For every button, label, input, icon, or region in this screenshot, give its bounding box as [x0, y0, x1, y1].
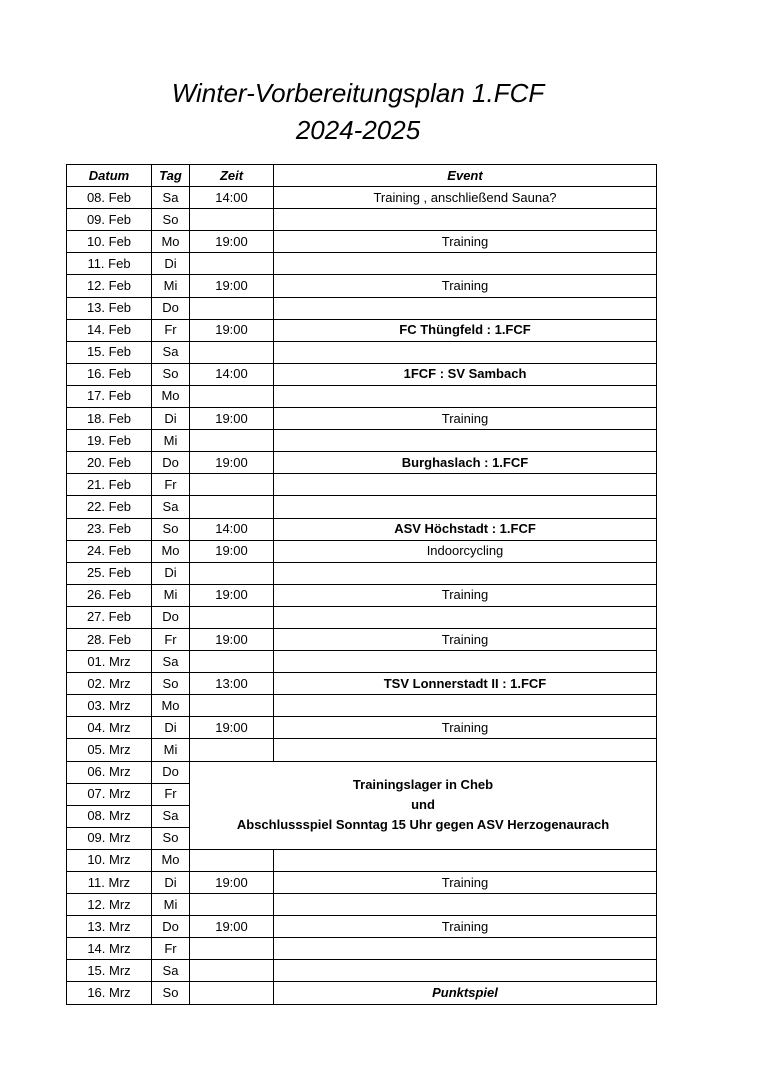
cell-datum: 13. Mrz [67, 916, 152, 938]
cell-event: TSV Lonnerstadt II : 1.FCF [274, 673, 657, 695]
table-row [67, 385, 657, 407]
cell-tag: Sa [152, 341, 190, 363]
cell-zeit: 19:00 [190, 408, 274, 430]
cell-event: Training [274, 717, 657, 739]
cell-datum: 28. Feb [67, 628, 152, 650]
cell-datum: 17. Feb [67, 385, 152, 407]
table-row [67, 363, 657, 385]
table-row [67, 319, 657, 341]
cell-datum: 13. Feb [67, 297, 152, 319]
cell-zeit [190, 982, 274, 1004]
cell-zeit [190, 606, 274, 628]
camp-line: Abschlussspiel Sonntag 15 Uhr gegen ASV Herzogenaurach [236, 817, 610, 833]
camp-line: Trainingslager in Cheb [352, 777, 494, 793]
cell-datum: 04. Mrz [67, 717, 152, 739]
cell-tag: Fr [152, 783, 190, 805]
table-row [67, 253, 657, 275]
cell-zeit [190, 297, 274, 319]
cell-event: Training [274, 231, 657, 253]
page-subtitle: 2024-2025 [295, 115, 421, 145]
schedule-table [66, 164, 657, 1005]
cell-tag: So [152, 982, 190, 1004]
cell-event [274, 960, 657, 982]
cell-training-camp [190, 761, 657, 849]
cell-tag: Mo [152, 540, 190, 562]
table-row [67, 209, 657, 231]
cell-datum: 03. Mrz [67, 695, 152, 717]
table-row [67, 960, 657, 982]
cell-tag: Sa [152, 651, 190, 673]
table-row [67, 849, 657, 871]
cell-tag: Di [152, 408, 190, 430]
table-row [67, 651, 657, 673]
cell-zeit: 19:00 [190, 717, 274, 739]
cell-zeit: 19:00 [190, 872, 274, 894]
cell-zeit: 19:00 [190, 916, 274, 938]
cell-datum: 09. Feb [67, 209, 152, 231]
cell-zeit: 14:00 [190, 518, 274, 540]
table-row [67, 584, 657, 606]
table-row [67, 606, 657, 628]
col-header-zeit: Zeit [190, 165, 274, 187]
cell-tag: Do [152, 297, 190, 319]
cell-tag: Mi [152, 894, 190, 916]
cell-datum: 10. Feb [67, 231, 152, 253]
cell-datum: 06. Mrz [67, 761, 152, 783]
cell-event [274, 562, 657, 584]
cell-zeit: 14:00 [190, 187, 274, 209]
cell-zeit: 19:00 [190, 231, 274, 253]
cell-event: Training , anschließend Sauna? [274, 187, 657, 209]
cell-datum: 14. Feb [67, 319, 152, 341]
table-row [67, 452, 657, 474]
cell-tag: So [152, 827, 190, 849]
page-title: Winter-Vorbereitungsplan 1.FCF [171, 78, 545, 108]
cell-zeit: 19:00 [190, 319, 274, 341]
table-row [67, 540, 657, 562]
cell-datum: 24. Feb [67, 540, 152, 562]
table-row [67, 275, 657, 297]
cell-event [274, 606, 657, 628]
cell-tag: Do [152, 916, 190, 938]
cell-datum: 12. Feb [67, 275, 152, 297]
cell-datum: 15. Feb [67, 341, 152, 363]
camp-line: und [411, 797, 435, 813]
cell-tag: So [152, 673, 190, 695]
table-row [67, 717, 657, 739]
cell-zeit: 19:00 [190, 584, 274, 606]
cell-tag: Do [152, 606, 190, 628]
cell-tag: Mi [152, 739, 190, 761]
cell-datum: 02. Mrz [67, 673, 152, 695]
cell-zeit [190, 385, 274, 407]
cell-datum: 22. Feb [67, 496, 152, 518]
table-header-row [67, 165, 657, 187]
cell-event [274, 297, 657, 319]
col-header-event: Event [274, 165, 657, 187]
table-row [67, 628, 657, 650]
cell-zeit [190, 938, 274, 960]
table-row [67, 496, 657, 518]
cell-datum: 26. Feb [67, 584, 152, 606]
cell-tag: So [152, 363, 190, 385]
table-row [67, 430, 657, 452]
cell-datum: 01. Mrz [67, 651, 152, 673]
cell-event: FC Thüngfeld : 1.FCF [274, 319, 657, 341]
cell-event [274, 253, 657, 275]
cell-tag: Di [152, 872, 190, 894]
cell-datum: 16. Mrz [67, 982, 152, 1004]
table-row [67, 231, 657, 253]
cell-tag: Fr [152, 628, 190, 650]
table-row [67, 562, 657, 584]
cell-event: Burghaslach : 1.FCF [274, 452, 657, 474]
cell-zeit [190, 430, 274, 452]
cell-tag: Mo [152, 231, 190, 253]
cell-event: Punktspiel [274, 982, 657, 1004]
cell-tag: Fr [152, 474, 190, 496]
col-header-datum: Datum [67, 165, 152, 187]
cell-zeit [190, 849, 274, 871]
table-body [67, 187, 657, 1004]
cell-event [274, 695, 657, 717]
cell-zeit [190, 253, 274, 275]
cell-tag: Mi [152, 430, 190, 452]
cell-zeit [190, 739, 274, 761]
cell-datum: 08. Mrz [67, 805, 152, 827]
cell-datum: 20. Feb [67, 452, 152, 474]
cell-event: Training [274, 408, 657, 430]
cell-datum: 25. Feb [67, 562, 152, 584]
cell-zeit [190, 651, 274, 673]
table-row [67, 673, 657, 695]
table-row [67, 938, 657, 960]
table-row [67, 916, 657, 938]
cell-datum: 19. Feb [67, 430, 152, 452]
cell-zeit [190, 960, 274, 982]
table-row [67, 341, 657, 363]
cell-tag: Fr [152, 319, 190, 341]
cell-event [274, 341, 657, 363]
cell-event: Training [274, 628, 657, 650]
table-row [67, 187, 657, 209]
cell-datum: 10. Mrz [67, 849, 152, 871]
cell-zeit [190, 562, 274, 584]
cell-datum: 14. Mrz [67, 938, 152, 960]
cell-datum: 27. Feb [67, 606, 152, 628]
cell-tag: Mi [152, 275, 190, 297]
cell-datum: 15. Mrz [67, 960, 152, 982]
cell-tag: Sa [152, 187, 190, 209]
col-header-tag: Tag [152, 165, 190, 187]
cell-tag: So [152, 209, 190, 231]
cell-zeit [190, 474, 274, 496]
cell-event: Indoorcycling [274, 540, 657, 562]
cell-zeit [190, 209, 274, 231]
cell-datum: 16. Feb [67, 363, 152, 385]
cell-event [274, 651, 657, 673]
cell-tag: Do [152, 452, 190, 474]
cell-event [274, 849, 657, 871]
cell-zeit: 19:00 [190, 540, 274, 562]
cell-zeit: 19:00 [190, 628, 274, 650]
cell-event [274, 474, 657, 496]
cell-tag: Mo [152, 849, 190, 871]
cell-event: Training [274, 275, 657, 297]
cell-event [274, 430, 657, 452]
cell-datum: 11. Feb [67, 253, 152, 275]
cell-event [274, 739, 657, 761]
cell-datum: 18. Feb [67, 408, 152, 430]
cell-tag: Mi [152, 584, 190, 606]
cell-tag: Sa [152, 960, 190, 982]
table-row [67, 894, 657, 916]
cell-datum: 09. Mrz [67, 827, 152, 849]
cell-event: Training [274, 872, 657, 894]
cell-tag: Do [152, 761, 190, 783]
table-row [67, 761, 657, 783]
cell-zeit [190, 496, 274, 518]
cell-event [274, 938, 657, 960]
cell-zeit: 14:00 [190, 363, 274, 385]
cell-tag: Mo [152, 385, 190, 407]
cell-event: ASV Höchstadt : 1.FCF [274, 518, 657, 540]
cell-tag: Di [152, 253, 190, 275]
cell-datum: 21. Feb [67, 474, 152, 496]
cell-event [274, 385, 657, 407]
table-row [67, 474, 657, 496]
cell-zeit: 19:00 [190, 452, 274, 474]
cell-event [274, 894, 657, 916]
table-row [67, 297, 657, 319]
cell-tag: Di [152, 717, 190, 739]
cell-zeit [190, 894, 274, 916]
cell-tag: Mo [152, 695, 190, 717]
cell-event [274, 496, 657, 518]
cell-tag: Sa [152, 805, 190, 827]
table-row [67, 982, 657, 1004]
cell-event: Training [274, 916, 657, 938]
cell-datum: 12. Mrz [67, 894, 152, 916]
table-row [67, 518, 657, 540]
cell-event: Training [274, 584, 657, 606]
cell-datum: 05. Mrz [67, 739, 152, 761]
cell-zeit: 13:00 [190, 673, 274, 695]
cell-event: 1FCF : SV Sambach [274, 363, 657, 385]
table-row [67, 408, 657, 430]
cell-tag: Di [152, 562, 190, 584]
cell-zeit: 19:00 [190, 275, 274, 297]
cell-datum: 23. Feb [67, 518, 152, 540]
cell-tag: So [152, 518, 190, 540]
table-row [67, 695, 657, 717]
table-row [67, 872, 657, 894]
cell-zeit [190, 341, 274, 363]
cell-datum: 08. Feb [67, 187, 152, 209]
cell-tag: Sa [152, 496, 190, 518]
cell-tag: Fr [152, 938, 190, 960]
table-row [67, 739, 657, 761]
cell-event [274, 209, 657, 231]
cell-datum: 11. Mrz [67, 872, 152, 894]
cell-zeit [190, 695, 274, 717]
cell-datum: 07. Mrz [67, 783, 152, 805]
